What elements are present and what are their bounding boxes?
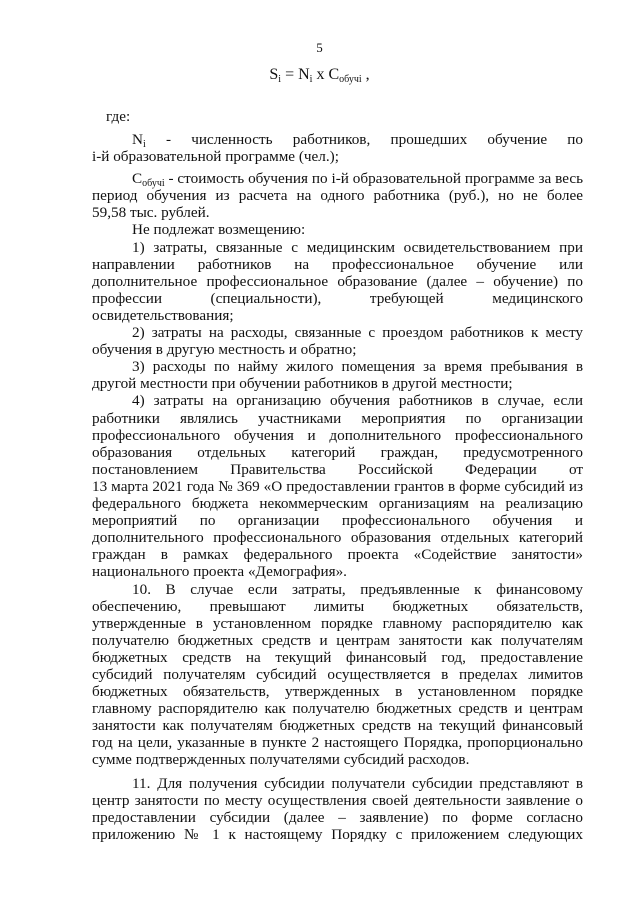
formula-s: S	[269, 66, 279, 83]
definition-c-symbol: C	[132, 170, 143, 187]
text-line: субсидий получателям субсидий осуществляется в пределах лимитов	[92, 666, 583, 683]
text-line: профессии (специальности), требующей медицинского	[92, 290, 583, 307]
formula-s-sub: i	[278, 74, 282, 85]
page-number: 5	[316, 40, 323, 55]
text-line: обучения в другую местность и обратно;	[92, 341, 357, 358]
text-line: утвержденные в установленном порядке главному распорядителю как	[92, 615, 583, 632]
text-line: обеспечению, превышают лимиты бюджетных обязательств,	[92, 598, 583, 615]
text-line: 1) затраты, связанные с медицинским освидетельствованием при	[132, 239, 583, 256]
definition-n-symbol: N	[132, 131, 143, 148]
text-line: дополнительного профессионального образования отдельных категорий	[92, 529, 583, 546]
text-line: 2) затраты на расходы, связанные с проездом работников к месту	[132, 324, 583, 341]
text-line: направлении работников на профессиональное обучение или	[92, 256, 583, 273]
text-line: национального проекта «Демография».	[92, 563, 347, 580]
text-line: 13 марта 2021 года № 369 «О предоставлении грантов в форме субсидий из	[92, 478, 583, 495]
text-line: постановлением Правительства Российской Федерации от	[92, 461, 583, 478]
text-line: мероприятий по организации профессионального обучения и	[92, 512, 583, 529]
text-line: освидетельствования;	[92, 307, 234, 324]
formula-n-sub: i	[309, 74, 313, 85]
text-line: граждан в рамках федерального проекта «Содействие занятости»	[92, 546, 583, 563]
formula-c-sub: обучi	[339, 74, 362, 85]
text-line: 4) затраты на организацию обучения работников в случае, если	[132, 392, 583, 409]
text-line: центр занятости по месту осуществления своей деятельности заявление о	[92, 792, 583, 809]
text-line: получателю бюджетных средств и центрам занятости как получателям	[92, 632, 583, 649]
definition-c-sub: обучi	[142, 178, 165, 189]
formula	[0, 66, 639, 85]
text-line: бюджетных обязательств, утвержденных в установленном порядке	[92, 683, 583, 700]
formula-end: ,	[361, 66, 370, 83]
definition-n-sub: i	[142, 139, 146, 150]
formula-eq: =	[281, 66, 299, 83]
formula-c: C	[328, 66, 340, 83]
definition-n-line-2: i-й образовательной программе (чел.);	[92, 148, 339, 165]
text-line: предоставлении субсидии (далее – заявление) по форме согласно	[92, 809, 583, 826]
text-line: 3) расходы по найму жилого помещения за время пребывания в	[132, 358, 583, 375]
text-line: год на цели, указанные в пункте 2 настоящего Порядка, пропорционально	[92, 734, 583, 751]
formula-n: N	[298, 66, 310, 83]
text-line: профессионального обучения и дополнительного профессионального	[92, 427, 583, 444]
definition-c-text: - стоимость обучения по i-й образовательной программе за весь	[164, 170, 583, 187]
text-line: работники являлись участниками мероприятия по организации	[92, 410, 583, 427]
formula-times: х	[312, 66, 329, 83]
definition-c-line-2: период обучения из расчета на одного работника (руб.), но не более	[92, 187, 583, 204]
text-line: занятости как получателям бюджетных средств на текущий финансовый	[92, 717, 583, 734]
text-line: Не подлежат возмещению:	[132, 221, 306, 238]
text-line: приложению № 1 к настоящему Порядку с приложением следующих	[92, 826, 583, 843]
definition-n-text: - численность работников, прошедших обучение по	[145, 131, 583, 148]
text-line: сумме подтвержденных получателями субсидий расходов.	[92, 751, 470, 768]
where-label: где:	[106, 108, 131, 125]
text-line: другой местности при обучении работников в другой местности;	[92, 375, 513, 392]
text-line: 10. В случае если затраты, предъявленные к финансовому	[132, 581, 583, 598]
definition-c-line-3: 59,58 тыс. рублей.	[92, 204, 210, 221]
text-line: дополнительное профессиональное образование (далее – обучение) по	[92, 273, 583, 290]
text-line: 11. Для получения субсидии получатели субсидии представляют в	[132, 775, 583, 792]
text-line: бюджетных средств на текущий финансовый год, предоставление	[92, 649, 583, 666]
text-line: образования отдельных категорий граждан, предусмотренного	[92, 444, 583, 461]
text-line: федерального бюджета некоммерческим организациям на реализацию	[92, 495, 583, 512]
text-line: главному распорядителю как получателю бюджетных средств и центрам	[92, 700, 583, 717]
